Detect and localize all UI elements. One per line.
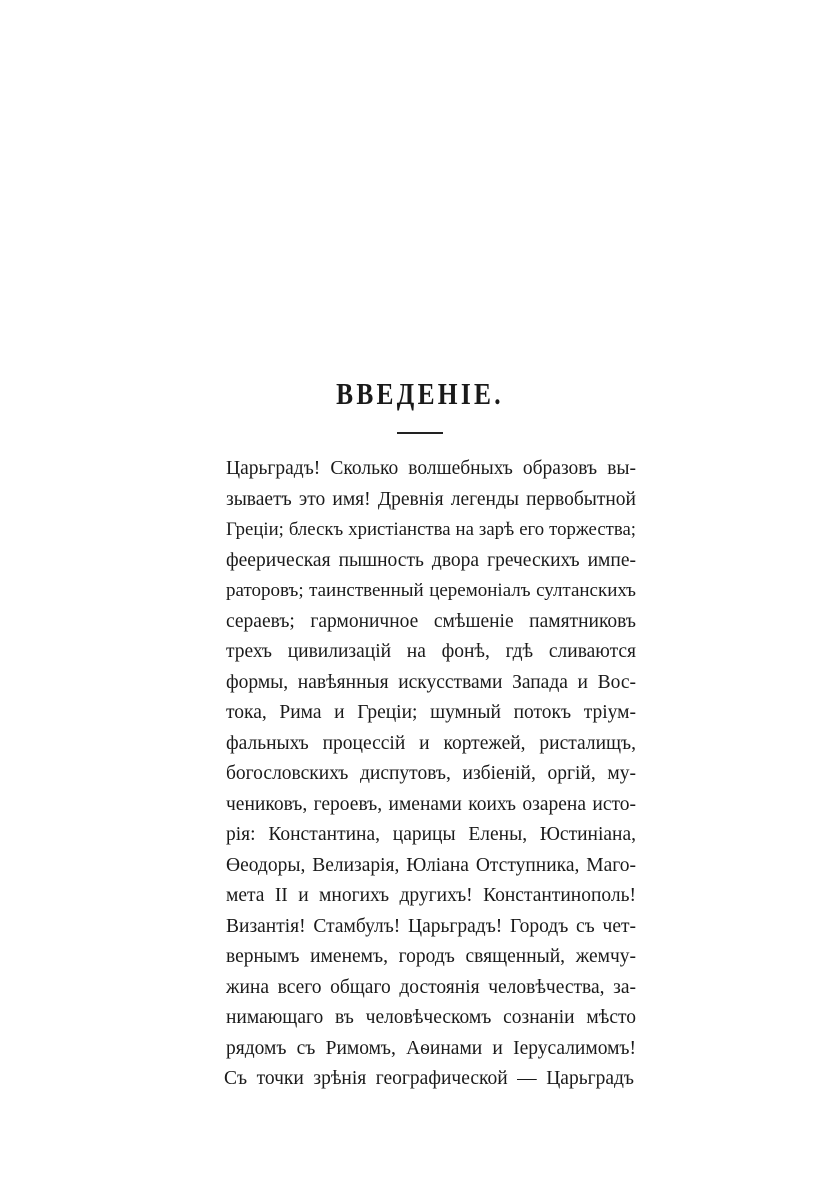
text-line: зываетъ это имя! Древнія легенды первобытной — [226, 488, 636, 510]
text-line: рія: Константина, царицы Елены, Юстиніана, — [226, 824, 636, 845]
text-line: феерическая пышность двора греческихъ импе- — [226, 549, 636, 571]
body-text — [226, 454, 636, 1095]
text-line: вернымъ именемъ, городъ священный, жемчу- — [226, 946, 636, 967]
text-line: тока, Рима и Греціи; шумный потокъ тріум- — [226, 702, 636, 723]
text-line: богословскихъ диспутовъ, избіеній, оргій, му- — [226, 763, 636, 784]
text-line: сераевъ; гармоничное смѣшеніе памятниковъ — [226, 610, 636, 632]
text-line: Греціи; блескъ христіанства на зарѣ его торжества; — [226, 519, 636, 540]
text-line: Өеодоры, Велизарія, Юліана Отступника, Маго- — [226, 854, 636, 876]
text-line: чениковъ, героевъ, именами коихъ озарена исто- — [226, 793, 636, 815]
text-line: фальныхъ процессій и кортежей, ристалищъ, — [226, 732, 636, 754]
chapter-title: ВВЕДЕНIЕ. — [336, 376, 504, 411]
text-line: рядомъ съ Римомъ, Аѳинами и Іерусалимомъ! — [226, 1037, 636, 1059]
text-line: жина всего общаго достоянія человѣчества, за- — [226, 976, 636, 998]
text-line: Съ точки зрѣнія географической — Царьградъ — [224, 1068, 634, 1089]
title-divider — [397, 432, 443, 434]
text-line: Византія! Стамбулъ! Царьградъ! Городъ съ чет- — [226, 915, 636, 937]
text-line: формы, навѣянныя искусствами Запада и Вос- — [226, 671, 636, 693]
text-line: мета II и многихъ другихъ! Константинополь! — [226, 885, 636, 906]
text-line: нимающаго въ человѣческомъ сознаніи мѣсто — [226, 1007, 636, 1028]
text-line: трехъ цивилизацій на фонѣ, гдѣ сливаются — [226, 641, 636, 662]
text-line: Царьградъ! Сколько волшебныхъ образовъ вы- — [226, 458, 636, 479]
text-line: раторовъ; таинственный церемоніалъ султанскихъ — [226, 580, 636, 601]
